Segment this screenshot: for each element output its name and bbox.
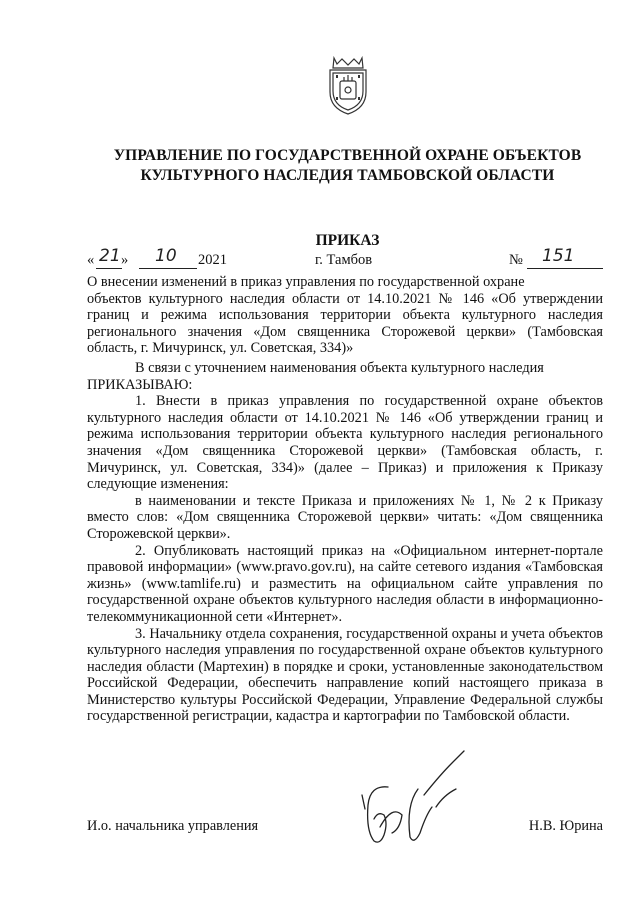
day-handwritten: 21 [99, 246, 121, 266]
order-body [87, 360, 603, 725]
subject-rest: объектов культурного наследия области от 14.10.2021 № 146 «Об утверждении границ и режима использования территории объекта культурного наследия регионального значения «Дом священника Сторожевой церкви» (Тамбовская область, г. Мичуринск, ул. Советская, 334)» [87, 290, 603, 356]
org-line-2: КУЛЬТУРНОГО НАСЛЕДИЯ ТАМБОВСКОЙ ОБЛАСТИ [140, 167, 555, 184]
subject-line-1: О внесении изменений в приказ управления по государственной охране [87, 274, 525, 290]
subject-block [87, 274, 603, 357]
city: г. Тамбов [315, 252, 373, 268]
paragraph-item-2: 2. Опубликовать настоящий приказ на «Официальном интернет-портале правовой информации» (www.pravo.gov.ru), на сайте сетевого издания «Тамбовская жизнь» (www.tamlife.ru) и разместить на официальном сайте управления по государственной охране объектов культурного наследия области в информационно-телекоммуникационной сети «Интернет». [87, 542, 603, 625]
coat-of-arms-icon [322, 54, 374, 116]
paragraph-item-1: 1. Внести в приказ управления по государственной охране объектов культурного наследия области от 14.10.2021 № 146 «Об утверждении границ и режима использования территории объекта культурного наследия регионального значения «Дом священника Сторожевой церкви» (Тамбовская область, г. Мичуринск, ул. Советская, 334)» (далее – Приказ) и приложения к Приказу следующие изменения: [87, 393, 603, 493]
month-handwritten: 10 [155, 246, 177, 266]
day-open-quote: « [87, 252, 95, 268]
number-handwritten: 151 [542, 246, 575, 266]
paragraph-item-3: 3. Начальнику отдела сохранения, государственной охраны и учета объектов культурного наследия управления по государственной охране объектов культурного наследия области (Мартехин) в порядке и сроки, установленные законодательством Российской Федерации, обеспечить направление копий настоящего приказа в Министерство культуры Российской Федерации, Управление Федеральной службы государственной регистрации, кадастра и картографии по Тамбовской области. [87, 625, 603, 725]
number-label: № [509, 252, 523, 268]
document-type: ПРИКАЗ [315, 232, 380, 249]
paragraph-preamble: В связи с уточнением наименования объекта культурного наследия [135, 360, 544, 376]
day-close-quote: » [121, 252, 129, 268]
org-line-1: УПРАВЛЕНИЕ ПО ГОСУДАРСТВЕННОЙ ОХРАНЕ ОБЪЕКТОВ [113, 147, 582, 164]
organization-name [60, 146, 635, 186]
paragraph-order-word: ПРИКАЗЫВАЮ: [87, 376, 193, 393]
signatory-title: И.о. начальника управления [87, 818, 259, 834]
date-number-line [87, 246, 607, 273]
year: 2021 [198, 252, 227, 268]
paragraph-item-1-change: в наименовании и тексте Приказа и приложениях № 1, № 2 к Приказу вместо слов: «Дом священника Сторожевой церкви» читать: «Дом священника Сторожевской церкви». [87, 492, 603, 542]
handwritten-signature-icon [340, 745, 480, 855]
signatory-name: Н.В. Юрина [528, 818, 603, 834]
